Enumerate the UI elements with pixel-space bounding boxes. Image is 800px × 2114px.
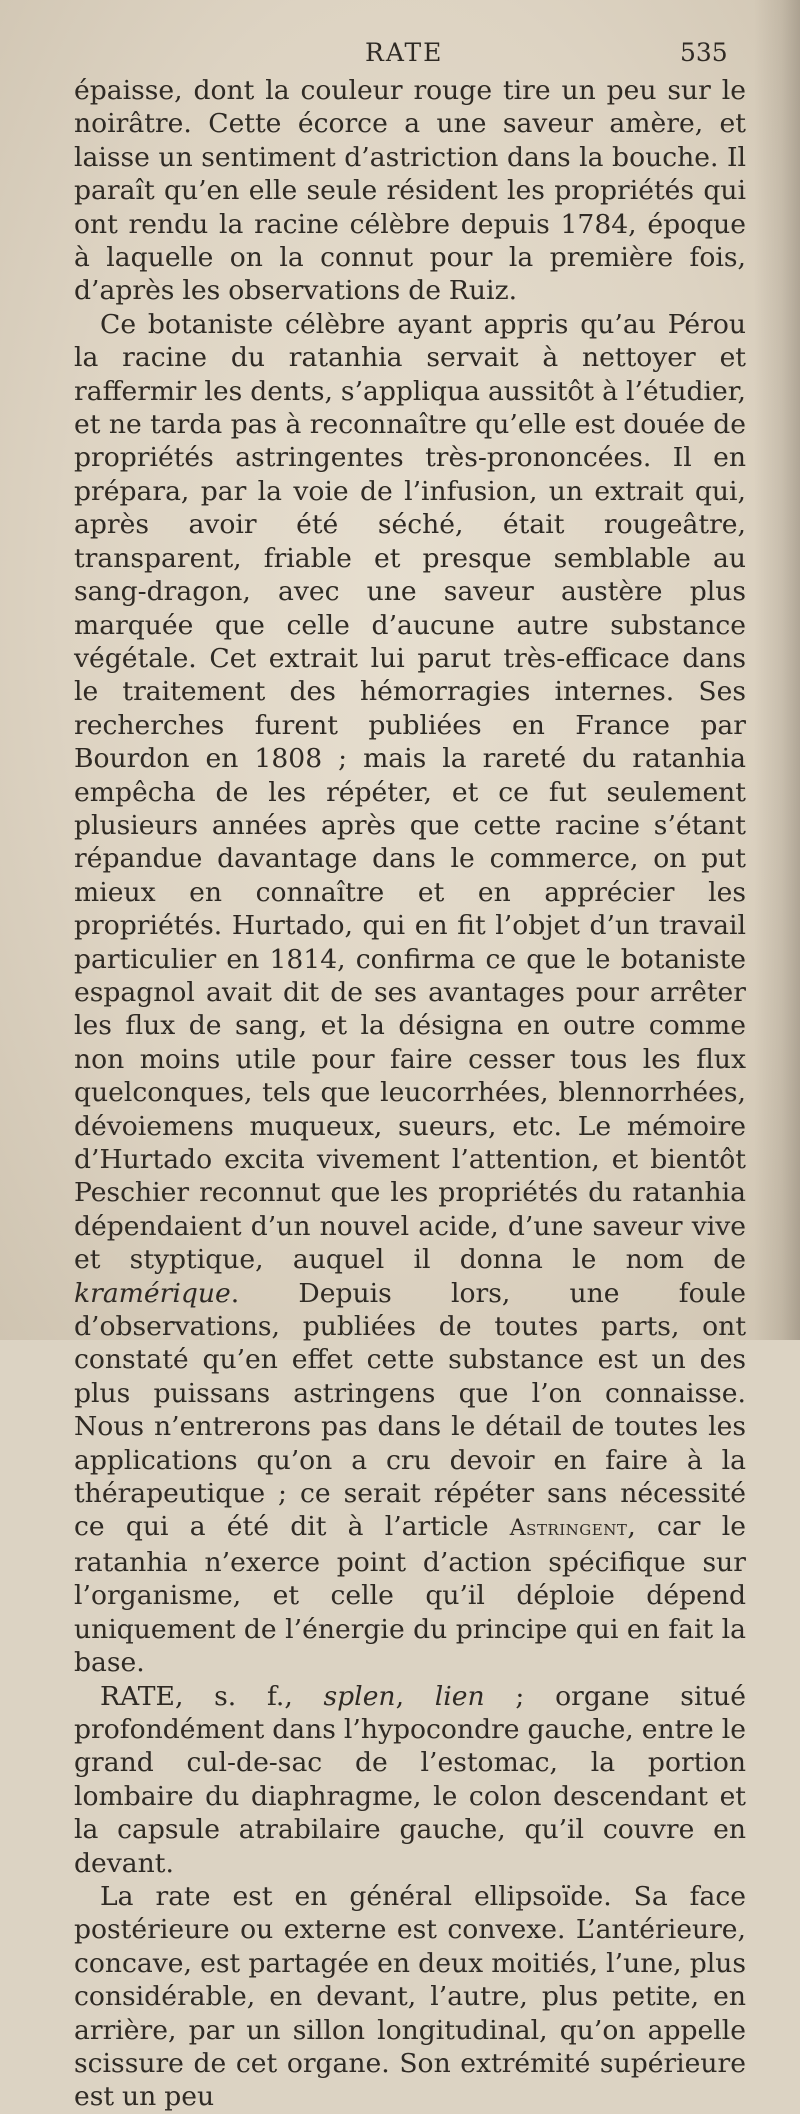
paragraph-text: ; organe situé profondément dans l’hypocondre gauche, entre le grand cul-de-sac de l’estomac, la portion lombaire du diaphragme, le colon descendant et la capsule atrabilaire gauche, qu’il couvre en devant.: [74, 1680, 746, 1879]
latin-term-lien: lien: [434, 1680, 485, 1712]
running-head: RATE: [365, 38, 444, 67]
paragraph-ratanhia-bark: [74, 74, 746, 308]
entry-headword: RATE: [100, 1680, 175, 1712]
entry-rate-definition: [74, 1680, 746, 1880]
paragraph-text: , s. f.,: [174, 1680, 324, 1712]
paragraph-text: . Depuis lors, une foule d’observations, publiées de toutes parts, ont constaté qu’en effet cette substance est un des plus puissans astringens que l’on connaisse. Nous n’entrerons pas dans le détail de toutes les applications qu’on a cru devoir en faire à la thérapeutique ; ce serait répéter sans nécessité ce qui a été dit à l’article: [74, 1277, 746, 1543]
paragraph-text: ,: [395, 1680, 435, 1712]
page-number: 535: [680, 38, 728, 67]
paragraph-text: La rate est en général ellipsoïde. Sa face postérieure ou externe est convexe. L’antérieure, concave, est partagée en deux moitiés, l’une, plus considérable, en devant, l’autre, plus petite, en arrière, par un sillon longitudinal, qu’on appelle scissure de cet organe. Son extrémité supérieure est un peu: [74, 1880, 746, 2113]
page-edge-shadow: [754, 0, 800, 1340]
paragraph-text: , car le ratanhia n’exerce point d’action spécifique sur l’organisme, et celle qu’il déploie dépend uniquement de l’énergie du principe qui en fait la base.: [74, 1511, 746, 1679]
latin-term-splen: splen: [323, 1680, 396, 1712]
body-text: [74, 74, 746, 2114]
cross-reference-astringent: Astringent: [509, 1516, 628, 1542]
paragraph-text: épaisse, dont la couleur rouge tire un peu sur le noirâtre. Cette écorce a une saveur amère, et laisse un sentiment d’astriction dans la bouche. Il paraît qu’en elle seule résident les propriétés qui ont rendu la racine célèbre depuis 1784, époque à laquelle on la connut pour la première fois, d’après les observations de Ruiz.: [74, 75, 746, 307]
page-header: [0, 38, 800, 78]
paragraph-rate-shape: [74, 1880, 746, 2114]
paragraph-ruiz-research: [74, 308, 746, 1680]
paragraph-text: Ce botaniste célèbre ayant appris qu’au Pérou la racine du ratanhia servait à nettoyer et raffermir les dents, s’appliqua aussitôt à l’étudier, et ne tarda pas à reconnaître qu’elle est douée de propriétés astringentes très-prononcées. Il en prépara, par la voie de l’infusion, un extrait qui, après avoir été séché, était rougeâtre, transparent, friable et presque semblable au sang-dragon, avec une saveur austère plus marquée que celle d’aucune autre substance végétale. Cet extrait lui parut très-efficace dans le traitement des hémorragies internes. Ses recherches furent publiées en France par Bourdon en 1808 ; mais la rareté du ratanhia empêcha de les répéter, et ce fut seulement plusieurs années après que cette racine s’étant répandue davantage dans le commerce, on put mieux en connaître et en apprécier les propriétés. Hurtado, qui en fit l’objet d’un travail particulier en 1814, confirma ce que le botaniste espagnol avait dit de ses avantages pour arrêter les flux de sang, et la désigna en outre comme non moins utile pour faire cesser tous les flux quelconques, tels que leucorrhées, blennorrhées, dévoiemens muqueux, sueurs, etc. Le mémoire d’Hurtado excita vivement l’attention, et bientôt Peschier reconnut que les propriétés du ratanhia dépendaient d’un nouvel acide, d’une saveur vive et styptique, auquel il donna le nom de: [74, 308, 746, 1276]
italic-term-kramerique: kramérique: [74, 1277, 231, 1309]
